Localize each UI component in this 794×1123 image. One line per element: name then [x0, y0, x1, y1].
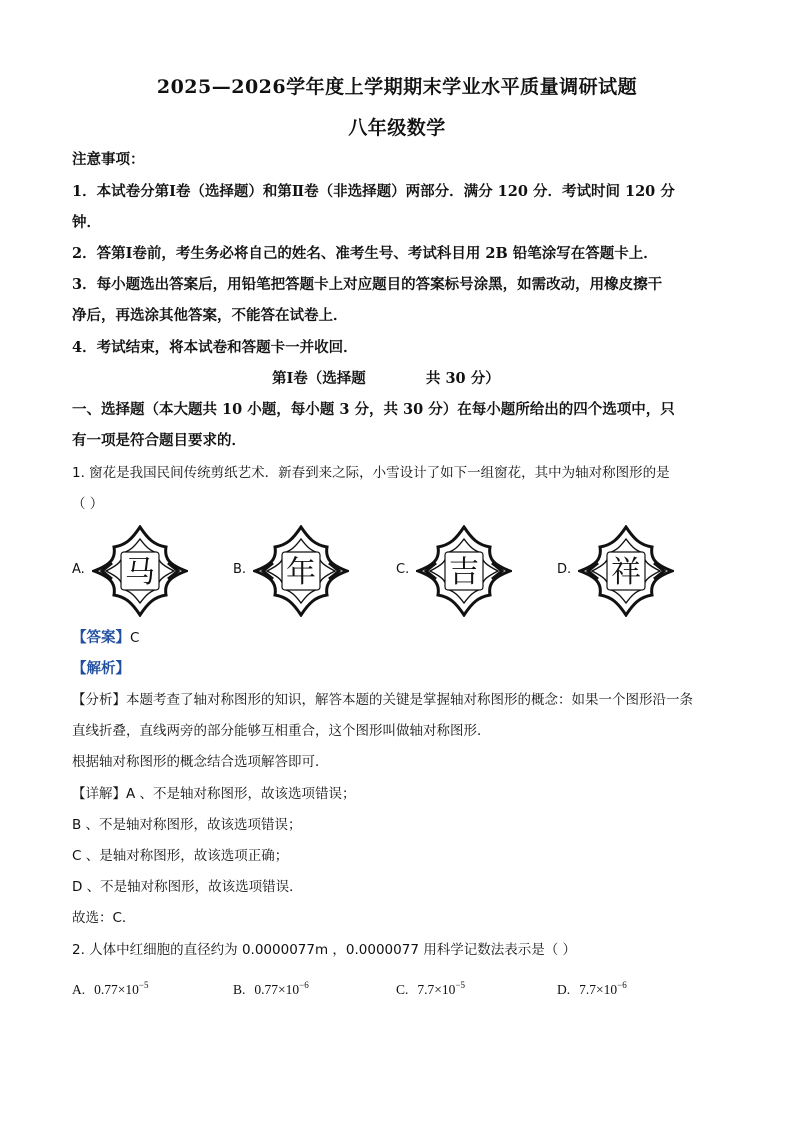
q1-option-c-label: C.	[396, 562, 410, 577]
q1-analysis-tag-line	[72, 659, 722, 679]
q2-option-label: A.	[72, 982, 86, 997]
notice-item-2: 2．答第Ⅰ卷前，考生务必将自己的姓名、准考生号、考试科目用 2B 铅笔涂写在答题卡上．	[72, 245, 658, 262]
notice-item-1-line-2: 钟．	[72, 214, 101, 231]
q2-option-d	[557, 980, 627, 998]
flower-character: 年	[286, 555, 316, 590]
fenxi-text-1: 本题考查了轴对称图形的知识，解答本题的关键是掌握轴对称图形的概念：如果一个图形沿一条	[126, 692, 693, 708]
q1-conclusion: 故选：C．	[72, 910, 136, 926]
answer-value: C	[130, 630, 140, 646]
answer-tag: 【答案】	[72, 629, 130, 646]
fenxi-tag: 【分析】	[72, 692, 126, 708]
q1-fenxi-line-2: 直线折叠，直线两旁的部分能够互相重合，这个图形叫做轴对称图形．	[72, 723, 491, 739]
detail-a: A 、不是轴对称图形，故该选项错误；	[126, 786, 356, 802]
q2-option-exponent: −6	[617, 980, 627, 990]
q1-option-b-label: B.	[233, 562, 247, 577]
q1-option-c-window-flower	[416, 525, 512, 621]
notice-item-3-line-1: 3．每小题选出答案后，用铅笔把答题卡上对应题目的答案标号涂黑，如需改动，用橡皮擦干	[72, 276, 663, 293]
notice-item-4: 4．考试结束，将本试卷和答题卡一并收回．	[72, 339, 358, 356]
q2-option-base: 0.77×10	[94, 982, 139, 997]
q1-detail-d: D 、不是轴对称图形，故该选项错误．	[72, 879, 303, 895]
q1-stem-line-1: 1. 窗花是我国民间传统剪纸艺术．新春到来之际，小雪设计了如下一组窗花，其中为轴对称图形的是	[72, 465, 670, 481]
q1-detail-c: C 、是轴对称图形，故该选项正确；	[72, 848, 289, 864]
section-title-part-1: 第Ⅰ卷（选择题	[272, 370, 366, 387]
q1-stem-line-2: （ ）	[72, 496, 104, 512]
q2-option-c	[396, 980, 465, 998]
notice-item-3-line-2: 净后，再选涂其他答案，不能答在试卷上．	[72, 307, 348, 324]
q1-option-a-label: A.	[72, 562, 85, 577]
q1-fenxi-line-1	[72, 690, 722, 710]
q1-option-a-window-flower	[92, 525, 188, 621]
q2-option-a	[72, 980, 148, 998]
flower-character: 祥	[611, 555, 641, 590]
q2-option-label: B.	[233, 982, 246, 997]
flower-character: 吉	[449, 555, 479, 590]
q2-stem: 2. 人体中红细胞的直径约为 0.0000077m ，0.0000077 用科学记数法表示是（ ）	[72, 942, 576, 958]
notice-item-1-line-1: 1．本试卷分第Ⅰ卷（选择题）和第Ⅱ卷（非选择题）两部分．满分 120 分．考试时间 120 分	[72, 183, 675, 200]
notice-heading: 注意事项：	[72, 151, 145, 168]
analysis-tag: 【解析】	[72, 660, 130, 677]
q2-option-exponent: −5	[455, 980, 465, 990]
detail-tag: 【详解】	[72, 786, 126, 802]
flower-character: 马	[125, 555, 155, 590]
q1-detail-a-line	[72, 784, 722, 804]
q1-option-b-window-flower	[253, 525, 349, 621]
q1-answer	[72, 628, 722, 648]
q1-detail-b: B 、不是轴对称图形，故该选项错误；	[72, 817, 302, 833]
q1-option-d-window-flower	[578, 525, 674, 621]
q1-option-d-label: D.	[557, 562, 572, 577]
q2-option-label: C.	[396, 982, 409, 997]
q2-option-base: 7.7×10	[579, 982, 618, 997]
q2-option-base: 0.77×10	[254, 982, 300, 997]
q2-option-exponent: −5	[138, 980, 149, 990]
q2-option-exponent: −6	[299, 980, 309, 990]
q1-fenxi-line-3: 根据轴对称图形的概念结合选项解答即可．	[72, 754, 329, 770]
section-title	[272, 369, 572, 389]
q2-option-b	[233, 980, 309, 998]
section-title-part-2: 共 30 分）	[425, 370, 500, 387]
exam-title: 2025—2026学年度上学期期末学业水平质量调研试题	[156, 76, 638, 98]
section-instruction-line-1: 一、选择题（本大题共 10 小题，每小题 3 分，共 30 分）在每小题所给出的四个选项中，只	[72, 401, 675, 418]
q2-option-label: D.	[557, 982, 571, 997]
section-instruction-line-2: 有一项是符合题目要求的．	[72, 432, 246, 449]
exam-subtitle: 八年级数学	[348, 117, 446, 139]
q2-option-base: 7.7×10	[417, 982, 456, 997]
